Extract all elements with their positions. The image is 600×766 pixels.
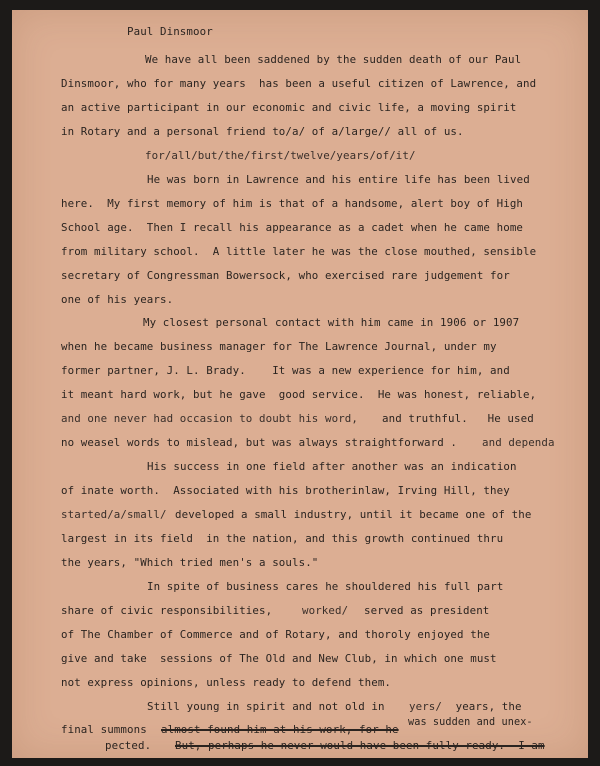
text-line: share of civic responsibilities, (61, 604, 273, 617)
text-line: served as president (364, 604, 490, 617)
inserted-text: was sudden and unex- (408, 717, 533, 728)
text-line: Dinsmoor, who for many years has been a useful citizen of Lawrence, and (61, 77, 537, 90)
text-line: in Rotary and a personal friend to/a/ of a/large// all of us. (61, 125, 464, 138)
text-line: former partner, J. L. Brady. It was a new experience for him, and (61, 364, 510, 377)
text-line: when he became business manager for The Lawrence Journal, under my (61, 340, 497, 353)
document-title: Paul Dinsmoor (127, 25, 213, 38)
typed-letter-page (12, 10, 588, 758)
text-line: it meant hard work, but he gave good service. He was honest, reliable, (61, 388, 537, 401)
crossed-out-word: yers/ (409, 700, 443, 713)
text-line: School age. Then I recall his appearance as a cadet when he came home (61, 221, 524, 234)
text-line: and truthful. He used (382, 412, 534, 425)
text-line: In spite of business cares he shouldered his full part (147, 580, 504, 593)
text-line: largest in its field in the nation, and this growth continued thru (61, 532, 504, 545)
crossed-out-phrase: started/a/small/ (61, 508, 167, 521)
text-line: no weasel words to mislead, but was always straightforward . (61, 436, 458, 449)
text-line: one of his years. (61, 293, 174, 306)
struck-phrase: But, perhaps he never would have been fully ready. I am (175, 739, 545, 752)
text-line: secretary of Congressman Bowersock, who exercised rare judgement for (61, 269, 510, 282)
text-line: here. My first memory of him is that of a handsome, alert boy of High (61, 197, 524, 210)
text-line: give and take sessions of The Old and New Club, in which one must (61, 652, 497, 665)
text-line: We have all been saddened by the sudden death of our Paul (145, 53, 522, 66)
crossed-out-phrase: and dependa (482, 436, 555, 449)
text-line: final summons (61, 723, 147, 736)
crossed-out-line: for/all/but/the/first/twelve/years/of/it/ (145, 149, 416, 162)
text-line: the years, "Which tried men's a souls." (61, 556, 319, 569)
text-line: from military school. A little later he was the close mouthed, sensible (61, 245, 537, 258)
text-line: He was born in Lawrence and his entire life has been lived (147, 173, 530, 186)
text-line: My closest personal contact with him came in 1906 or 1907 (143, 316, 520, 329)
struck-phrase: almost found him at his work, for he (161, 723, 399, 736)
text-line: His success in one field after another was an indication (147, 460, 517, 473)
crossed-out-phrase: and one never had occasion to doubt his word, (61, 412, 359, 425)
text-line: of The Chamber of Commerce and of Rotary, and thoroly enjoyed the (61, 628, 491, 641)
text-line: pected. (105, 739, 152, 752)
text-line: Still young in spirit and not old in (147, 700, 385, 713)
text-line: an active participant in our economic and civic life, a moving spirit (61, 101, 517, 114)
crossed-out-word: worked/ (302, 604, 349, 617)
text-line: years, the (449, 700, 522, 713)
text-line: developed a small industry, until it became one of the (175, 508, 532, 521)
text-line: of inate worth. Associated with his brotherinlaw, Irving Hill, they (61, 484, 510, 497)
text-line: not express opinions, unless ready to defend them. (61, 676, 392, 689)
